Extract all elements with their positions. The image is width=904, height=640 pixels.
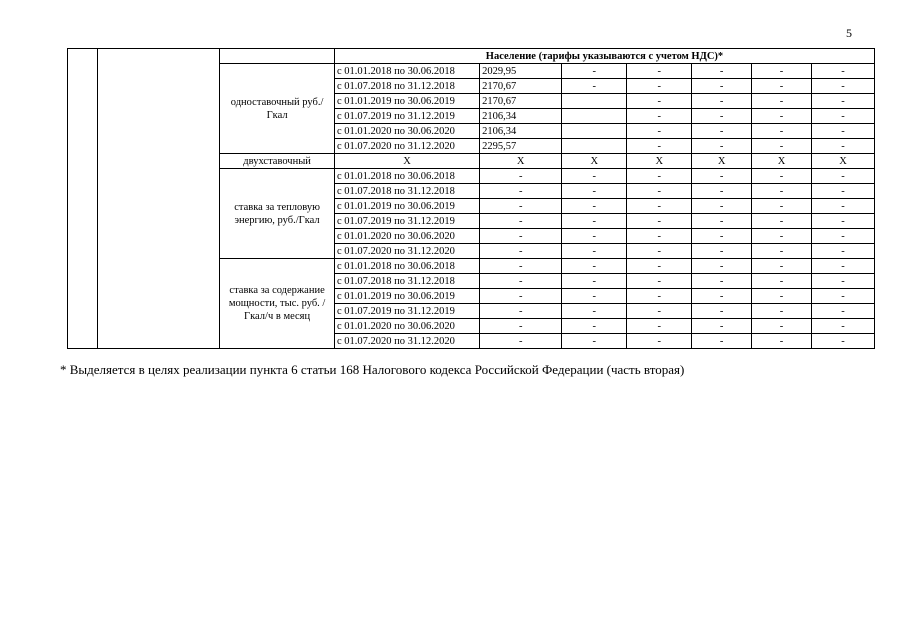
- value-cell: -: [811, 289, 874, 304]
- value-cell: -: [692, 304, 752, 319]
- x-cell: X: [811, 154, 874, 169]
- value-cell: -: [811, 109, 874, 124]
- period-cell: с 01.01.2018 по 30.06.2018: [334, 64, 479, 79]
- value-cell: -: [562, 64, 627, 79]
- empty-cell-left-2: [98, 49, 220, 349]
- value-cell: -: [752, 79, 812, 94]
- value-cell: -: [752, 139, 812, 154]
- value-cell: -: [752, 169, 812, 184]
- value-cell: [562, 139, 627, 154]
- value-cell: -: [480, 334, 562, 349]
- value-cell: -: [562, 304, 627, 319]
- value-cell: -: [752, 274, 812, 289]
- value-cell: -: [752, 199, 812, 214]
- value-cell: -: [480, 169, 562, 184]
- page-number: 5: [846, 26, 852, 40]
- value-cell: -: [627, 109, 692, 124]
- value-cell: -: [752, 229, 812, 244]
- value-cell: -: [692, 274, 752, 289]
- period-cell: с 01.01.2020 по 30.06.2020: [334, 229, 479, 244]
- x-cell: X: [334, 154, 479, 169]
- value-cell: -: [752, 124, 812, 139]
- value-cell: -: [627, 259, 692, 274]
- value-cell: -: [811, 94, 874, 109]
- value-cell: -: [811, 214, 874, 229]
- period-cell: с 01.01.2018 по 30.06.2018: [334, 169, 479, 184]
- value-cell: -: [562, 184, 627, 199]
- value-cell: -: [562, 199, 627, 214]
- tariff-value: 2029,95: [480, 64, 562, 79]
- value-cell: -: [627, 199, 692, 214]
- empty-cell-left: [68, 49, 98, 349]
- group-label: ставка за тепловую энергию, руб./Гкал: [220, 169, 335, 259]
- value-cell: -: [811, 304, 874, 319]
- value-cell: -: [692, 184, 752, 199]
- value-cell: -: [562, 79, 627, 94]
- x-cell: X: [480, 154, 562, 169]
- value-cell: -: [811, 259, 874, 274]
- value-cell: -: [692, 259, 752, 274]
- value-cell: -: [692, 214, 752, 229]
- value-cell: -: [692, 109, 752, 124]
- value-cell: -: [692, 319, 752, 334]
- value-cell: -: [692, 64, 752, 79]
- value-cell: -: [627, 169, 692, 184]
- tariff-value: 2106,34: [480, 124, 562, 139]
- value-cell: -: [811, 199, 874, 214]
- value-cell: -: [692, 289, 752, 304]
- value-cell: -: [752, 289, 812, 304]
- value-cell: -: [627, 289, 692, 304]
- tariff-value: 2106,34: [480, 109, 562, 124]
- value-cell: -: [562, 259, 627, 274]
- value-cell: -: [627, 304, 692, 319]
- tariff-value: 2170,67: [480, 94, 562, 109]
- period-cell: с 01.07.2019 по 31.12.2019: [334, 304, 479, 319]
- period-cell: с 01.01.2019 по 30.06.2019: [334, 289, 479, 304]
- x-cell: X: [692, 154, 752, 169]
- value-cell: -: [627, 244, 692, 259]
- period-cell: с 01.07.2018 по 31.12.2018: [334, 79, 479, 94]
- value-cell: -: [480, 244, 562, 259]
- value-cell: -: [480, 289, 562, 304]
- value-cell: -: [752, 214, 812, 229]
- value-cell: -: [692, 199, 752, 214]
- value-cell: -: [692, 139, 752, 154]
- value-cell: -: [811, 274, 874, 289]
- value-cell: -: [811, 139, 874, 154]
- period-cell: с 01.01.2018 по 30.06.2018: [334, 259, 479, 274]
- period-cell: с 01.01.2020 по 30.06.2020: [334, 124, 479, 139]
- two-rate-label: двухставочный: [220, 154, 335, 169]
- value-cell: [562, 109, 627, 124]
- empty-cell-header: [220, 49, 335, 64]
- period-cell: с 01.07.2019 по 31.12.2019: [334, 109, 479, 124]
- period-cell: с 01.01.2019 по 30.06.2019: [334, 199, 479, 214]
- value-cell: -: [811, 169, 874, 184]
- group-label: ставка за содержание мощности, тыс. руб. /Гкал/ч в месяц: [220, 259, 335, 349]
- value-cell: -: [752, 109, 812, 124]
- value-cell: -: [562, 289, 627, 304]
- value-cell: -: [692, 124, 752, 139]
- period-cell: с 01.01.2019 по 30.06.2019: [334, 94, 479, 109]
- value-cell: -: [752, 319, 812, 334]
- value-cell: -: [627, 184, 692, 199]
- value-cell: -: [692, 94, 752, 109]
- value-cell: -: [811, 319, 874, 334]
- value-cell: -: [562, 274, 627, 289]
- period-cell: с 01.07.2018 по 31.12.2018: [334, 184, 479, 199]
- value-cell: -: [692, 334, 752, 349]
- tariff-table-body: [68, 49, 875, 349]
- value-cell: -: [480, 259, 562, 274]
- value-cell: -: [627, 334, 692, 349]
- value-cell: -: [811, 64, 874, 79]
- value-cell: -: [752, 244, 812, 259]
- value-cell: -: [811, 124, 874, 139]
- value-cell: -: [627, 94, 692, 109]
- section-title: Население (тарифы указываются с учетом НДС)*: [334, 49, 874, 64]
- period-cell: с 01.01.2020 по 30.06.2020: [334, 319, 479, 334]
- value-cell: -: [480, 214, 562, 229]
- period-cell: с 01.07.2018 по 31.12.2018: [334, 274, 479, 289]
- value-cell: -: [811, 184, 874, 199]
- tariff-value: 2170,67: [480, 79, 562, 94]
- period-cell: с 01.07.2019 по 31.12.2019: [334, 214, 479, 229]
- value-cell: -: [480, 199, 562, 214]
- value-cell: -: [811, 79, 874, 94]
- value-cell: -: [811, 334, 874, 349]
- tariff-table: [67, 48, 875, 349]
- x-cell: X: [562, 154, 627, 169]
- value-cell: [562, 124, 627, 139]
- x-cell: X: [627, 154, 692, 169]
- value-cell: -: [627, 124, 692, 139]
- value-cell: -: [627, 319, 692, 334]
- value-cell: -: [627, 229, 692, 244]
- tariff-value: 2295,57: [480, 139, 562, 154]
- period-cell: с 01.07.2020 по 31.12.2020: [334, 139, 479, 154]
- x-cell: X: [752, 154, 812, 169]
- value-cell: -: [562, 334, 627, 349]
- value-cell: -: [752, 94, 812, 109]
- value-cell: -: [627, 214, 692, 229]
- value-cell: -: [752, 304, 812, 319]
- value-cell: -: [811, 244, 874, 259]
- value-cell: -: [562, 229, 627, 244]
- value-cell: -: [480, 319, 562, 334]
- footnote: * Выделяется в целях реализации пункта 6 статьи 168 Налогового кодекса Российской Федерации (часть вторая): [60, 362, 685, 377]
- value-cell: -: [627, 64, 692, 79]
- value-cell: -: [562, 319, 627, 334]
- value-cell: -: [562, 169, 627, 184]
- value-cell: -: [692, 169, 752, 184]
- value-cell: -: [480, 229, 562, 244]
- value-cell: -: [692, 79, 752, 94]
- value-cell: -: [562, 244, 627, 259]
- period-cell: с 01.07.2020 по 31.12.2020: [334, 244, 479, 259]
- value-cell: -: [752, 184, 812, 199]
- group-label: одноставочный руб./Гкал: [220, 64, 335, 154]
- value-cell: -: [752, 259, 812, 274]
- value-cell: -: [627, 139, 692, 154]
- value-cell: -: [752, 334, 812, 349]
- value-cell: -: [752, 64, 812, 79]
- value-cell: -: [692, 244, 752, 259]
- value-cell: [562, 94, 627, 109]
- value-cell: -: [692, 229, 752, 244]
- period-cell: с 01.07.2020 по 31.12.2020: [334, 334, 479, 349]
- value-cell: -: [562, 214, 627, 229]
- value-cell: -: [627, 79, 692, 94]
- value-cell: -: [480, 304, 562, 319]
- section-header-row: [68, 49, 875, 64]
- value-cell: -: [811, 229, 874, 244]
- value-cell: -: [480, 274, 562, 289]
- value-cell: -: [480, 184, 562, 199]
- value-cell: -: [627, 274, 692, 289]
